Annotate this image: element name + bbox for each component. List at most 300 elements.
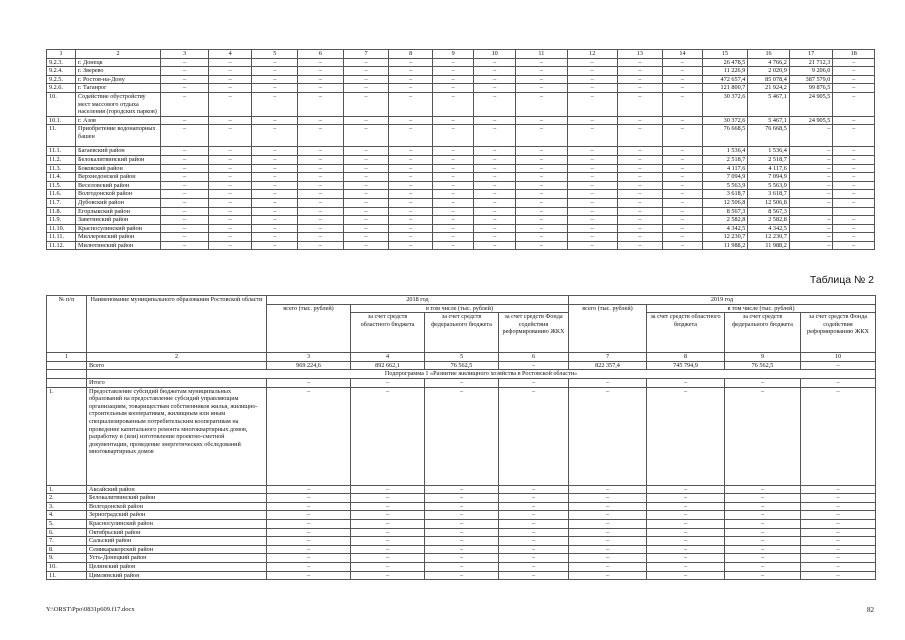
column-number: 3 [161,50,209,59]
dash-cell: – [725,387,801,485]
dash-cell: – [343,155,389,164]
dash-cell: – [252,173,298,182]
column-number: 6 [298,50,344,59]
value-col17: – [789,125,833,147]
table-row [47,84,875,93]
value-col15: 26 478,5 [702,58,748,67]
row-number [47,361,87,370]
dash-cell: – [663,190,702,199]
value-col17: 24 905,5 [789,116,833,125]
dash-cell: – [725,537,801,546]
value-col16: 7 094,9 [748,173,790,182]
value-col18: – [833,155,875,164]
value-col16: 12 230,7 [748,233,790,242]
dash-cell: – [725,528,801,537]
dash-cell: – [161,75,209,84]
dash-cell: – [298,164,344,173]
row-name: Егорлыкский район [76,207,161,216]
dash-cell: – [161,224,209,233]
dash-cell: – [343,92,389,116]
row-number: 6. [47,528,87,537]
dash-cell: – [343,190,389,199]
dash-cell: – [298,116,344,125]
dash-cell: – [801,494,876,503]
row-name: Волгодонской район [76,190,161,199]
row-name: г. Азов [76,116,161,125]
column-number-row [47,353,876,362]
table-row [47,519,876,528]
dash-cell: – [567,155,617,164]
row-number: 11.12. [47,241,76,250]
dash-cell: – [663,224,702,233]
dash-cell: – [298,233,344,242]
column-number: 11 [515,50,567,59]
dash-cell: – [343,125,389,147]
dash-cell: – [425,485,499,494]
column-number: 16 [748,50,790,59]
dash-cell: – [663,207,702,216]
value-col15: 12 230,7 [702,233,748,242]
value-col16: 85 078,4 [748,75,790,84]
dash-cell: – [389,92,433,116]
row-number: 11. [47,571,87,580]
dash-cell: – [252,190,298,199]
dash-cell: – [515,67,567,76]
dash-cell: – [647,511,725,520]
dash-cell: – [801,485,876,494]
total-row [47,361,876,370]
dash-cell: – [343,207,389,216]
table-row [47,502,876,511]
dash-cell: – [499,554,569,563]
column-number: 17 [789,50,833,59]
dash-cell: – [647,571,725,580]
row-number: 3. [47,502,87,511]
value-col16: 4 766,2 [748,58,790,67]
dash-cell: – [569,519,647,528]
dash-cell: – [389,155,433,164]
row-number [47,378,87,387]
row-name: Содействие обустройству мест массового отдыха населения (городских парков) [76,92,161,116]
dash-cell: – [351,528,425,537]
dash-cell: – [617,92,663,116]
dash-cell: – [298,84,344,93]
dash-cell: – [515,92,567,116]
table-row [47,173,875,182]
dash-cell: – [298,241,344,250]
table-row [47,207,875,216]
header-total-2019: всего (тыс. рублей) [569,304,647,353]
row-name: Приобретение водонапорных башен [76,125,161,147]
dash-cell: – [298,92,344,116]
dash-cell: – [569,562,647,571]
dash-cell: – [499,511,569,520]
header-obl-2019: за счет средств областного бюджета [647,313,725,353]
value-col15: 3 618,7 [702,190,748,199]
dash-cell: – [252,84,298,93]
dash-cell: – [208,233,252,242]
dash-cell: – [474,67,516,76]
value-col15: 76 668,5 [702,125,748,147]
dash-cell: – [663,233,702,242]
value-col15: 7 094,9 [702,173,748,182]
row-name: Багаевский район [76,147,161,156]
dash-cell: – [389,125,433,147]
row-name: Зерноградский район [87,511,267,520]
total-c7: 822 357,4 [569,361,647,370]
dash-cell: – [208,67,252,76]
column-number: 3 [267,353,351,362]
dash-cell: – [252,181,298,190]
dash-cell: – [499,485,569,494]
value-col18 [833,207,875,216]
dash-cell: – [208,125,252,147]
row-number: 4. [47,511,87,520]
row-number: 7. [47,537,87,546]
dash-cell: – [567,58,617,67]
value-col15: 1 536,4 [702,147,748,156]
dash-cell: – [515,116,567,125]
dash-cell: – [252,116,298,125]
value-col15: 30 372,6 [702,116,748,125]
dash-cell: – [569,545,647,554]
table-row [47,67,875,76]
dash-cell: – [208,216,252,225]
dash-cell: – [389,224,433,233]
header-fund-2019: за счет средств Фонда содействия реформированию ЖКХ [801,313,876,353]
dash-cell: – [343,116,389,125]
table-row [47,216,875,225]
dash-cell: – [647,554,725,563]
column-number: 13 [617,50,663,59]
dash-cell: – [267,387,351,485]
dash-cell: – [161,125,209,147]
dash-cell: – [208,198,252,207]
dash-cell: – [161,58,209,67]
dash-cell: – [161,84,209,93]
dash-cell: – [617,198,663,207]
dash-cell: – [389,207,433,216]
value-col18: – [833,216,875,225]
dash-cell: – [161,181,209,190]
table-row [47,125,875,147]
row-name: Красносулинский район [87,519,267,528]
row-number: 1. [47,485,87,494]
dash-cell: – [425,511,499,520]
row-name: Миллеровский район [76,233,161,242]
dash-cell: – [298,147,344,156]
row-number: 11. [47,125,76,147]
dash-cell: – [252,75,298,84]
dash-cell: – [432,241,474,250]
row-number: 9.2.6. [47,84,76,93]
dash-cell: – [515,181,567,190]
dash-cell: – [351,537,425,546]
value-col18: – [833,84,875,93]
value-col15: 8 567,3 [702,207,748,216]
dash-cell: – [208,116,252,125]
value-col16: 3 618,7 [748,190,790,199]
value-col17: 99 876,5 [789,84,833,93]
row-name: Милютинский район [76,241,161,250]
dash-cell: – [499,537,569,546]
column-number: 2 [87,353,267,362]
dash-cell: – [161,155,209,164]
dash-cell: – [474,241,516,250]
table-1 [46,49,875,250]
dash-cell: – [515,125,567,147]
page-number: 82 [867,606,874,614]
dash-cell: – [569,511,647,520]
dash-cell: – [161,216,209,225]
dash-cell: – [474,155,516,164]
row-number [47,370,87,379]
dash-cell: – [725,554,801,563]
dash-cell: – [801,562,876,571]
dash-cell: – [252,58,298,67]
table-2-caption: Таблица № 2 [809,274,874,286]
dash-cell: – [569,571,647,580]
subprogram-row [47,370,876,379]
value-col17: – [789,181,833,190]
total-c3: 969 224,6 [267,361,351,370]
row-number: 9. [47,554,87,563]
dash-cell: – [351,511,425,520]
dash-cell: – [432,147,474,156]
dash-cell: – [343,164,389,173]
dash-cell: – [801,519,876,528]
dash-cell: – [425,562,499,571]
row-number: 11.1. [47,147,76,156]
dash-cell: – [617,224,663,233]
dash-cell: – [432,164,474,173]
row-name: г. Донецк [76,58,161,67]
total-c9: 76 562,5 [725,361,801,370]
dash-cell: – [161,233,209,242]
dash-cell: – [569,537,647,546]
dash-cell: – [432,233,474,242]
dash-cell: – [161,147,209,156]
dash-cell: – [617,207,663,216]
dash-cell: – [474,125,516,147]
dash-cell: – [499,545,569,554]
header-num: № п/п [47,296,87,353]
dash-cell: – [389,147,433,156]
measure-row [47,387,876,485]
value-col15: 121 800,7 [702,84,748,93]
dash-cell: – [801,528,876,537]
table-1-header-row [47,50,875,59]
table-row [47,155,875,164]
dash-cell: – [567,67,617,76]
dash-cell: – [725,511,801,520]
dash-cell: – [343,173,389,182]
row-number: 10. [47,92,76,116]
table-row [47,571,876,580]
row-number: 10. [47,562,87,571]
header-name: Наименование муниципального образования Ростовской области [87,296,267,353]
dash-cell: – [351,571,425,580]
dash-cell: – [647,519,725,528]
dash-cell: – [208,147,252,156]
dash-cell: – [663,173,702,182]
dash-cell: – [515,84,567,93]
dash-cell: – [567,207,617,216]
dash-cell: – [801,554,876,563]
dash-cell: – [647,528,725,537]
dash-cell: – [432,125,474,147]
dash-cell: – [252,125,298,147]
dash-cell: – [267,545,351,554]
dash-cell: – [663,198,702,207]
dash-cell: – [389,190,433,199]
dash-cell: – [432,207,474,216]
dash-cell: – [474,190,516,199]
header-fed-2018: за счет средств федерального бюджета [425,313,499,353]
dash-cell: – [801,378,876,387]
footer-file-path: Y:\ORST\Ppo\0831p609.f17.docx [46,606,135,613]
value-col16: 1 536,4 [748,147,790,156]
row-name: Заветинский район [76,216,161,225]
dash-cell: – [617,155,663,164]
dash-cell: – [351,378,425,387]
dash-cell: – [161,198,209,207]
dash-cell: – [432,67,474,76]
value-col17: – [789,216,833,225]
dash-cell: – [432,58,474,67]
dash-cell: – [298,173,344,182]
row-number: 2. [47,494,87,503]
value-col17: – [789,147,833,156]
dash-cell: – [725,502,801,511]
dash-cell: – [208,92,252,116]
dash-cell: – [567,181,617,190]
dash-cell: – [267,485,351,494]
value-col16: 76 668,5 [748,125,790,147]
header-obl-2018: за счет средств областного бюджета [351,313,425,353]
table-row [47,198,875,207]
dash-cell: – [343,58,389,67]
dash-cell: – [161,241,209,250]
dash-cell: – [499,571,569,580]
dash-cell: – [515,216,567,225]
dash-cell: – [515,241,567,250]
value-col16: 4 117,6 [748,164,790,173]
dash-cell: – [389,173,433,182]
value-col16: 4 342,5 [748,224,790,233]
value-col17: – [789,155,833,164]
dash-cell: – [298,155,344,164]
row-number: 11.11. [47,233,76,242]
dash-cell: – [389,164,433,173]
dash-cell: – [474,58,516,67]
dash-cell: – [208,224,252,233]
row-name: Октябрьский район [87,528,267,537]
value-col15: 11 226,9 [702,67,748,76]
value-col15: 4 342,5 [702,224,748,233]
dash-cell: – [801,511,876,520]
dash-cell: – [389,116,433,125]
value-col18: – [833,233,875,242]
table-row [47,147,875,156]
dash-cell: – [389,216,433,225]
dash-cell: – [432,181,474,190]
dash-cell: – [474,233,516,242]
subprogram-title: Подпрограмма 1 «Развитие жилищного хозяйства в Ростовской области» [87,370,876,379]
table-row [47,241,875,250]
dash-cell: – [389,75,433,84]
column-number: 4 [208,50,252,59]
dash-cell: – [647,485,725,494]
dash-cell: – [267,571,351,580]
table-row [47,116,875,125]
dash-cell: – [617,147,663,156]
dash-cell: – [252,67,298,76]
dash-cell: – [343,198,389,207]
column-number: 12 [567,50,617,59]
row-number: 11.10. [47,224,76,233]
dash-cell: – [569,554,647,563]
value-col16: 8 567,3 [748,207,790,216]
table-row [47,92,875,116]
dash-cell: – [474,224,516,233]
dash-cell: – [161,173,209,182]
dash-cell: – [647,562,725,571]
dash-cell: – [432,173,474,182]
column-number: 6 [499,353,569,362]
dash-cell: – [499,528,569,537]
dash-cell: – [801,502,876,511]
column-number: 18 [833,50,875,59]
dash-cell: – [617,75,663,84]
dash-cell: – [351,545,425,554]
dash-cell: – [351,554,425,563]
dash-cell: – [515,58,567,67]
dash-cell: – [569,528,647,537]
dash-cell: – [267,562,351,571]
dash-cell: – [208,181,252,190]
dash-cell: – [343,233,389,242]
row-number: 11.6. [47,190,76,199]
row-number: 11.4. [47,173,76,182]
dash-cell: – [343,224,389,233]
dash-cell: – [474,216,516,225]
value-col15: 4 117,6 [702,164,748,173]
dash-cell: – [389,67,433,76]
value-col15: 2 582,8 [702,216,748,225]
dash-cell: – [389,181,433,190]
row-name: Семикаракорский район [87,545,267,554]
value-col18: – [833,58,875,67]
dash-cell: – [208,75,252,84]
dash-cell: – [567,190,617,199]
row-number: 11.3. [47,164,76,173]
value-col16: 2 020,9 [748,67,790,76]
dash-cell: – [425,502,499,511]
dash-cell: – [567,116,617,125]
dash-cell: – [267,537,351,546]
dash-cell: – [567,84,617,93]
value-col15: 12 506,8 [702,198,748,207]
dash-cell: – [515,147,567,156]
total-c6: – [499,361,569,370]
table-row [47,537,876,546]
value-col16: 5 467,1 [748,92,790,116]
row-number: 9.2.5. [47,75,76,84]
value-col18: – [833,224,875,233]
column-number: 9 [432,50,474,59]
dash-cell: – [474,147,516,156]
